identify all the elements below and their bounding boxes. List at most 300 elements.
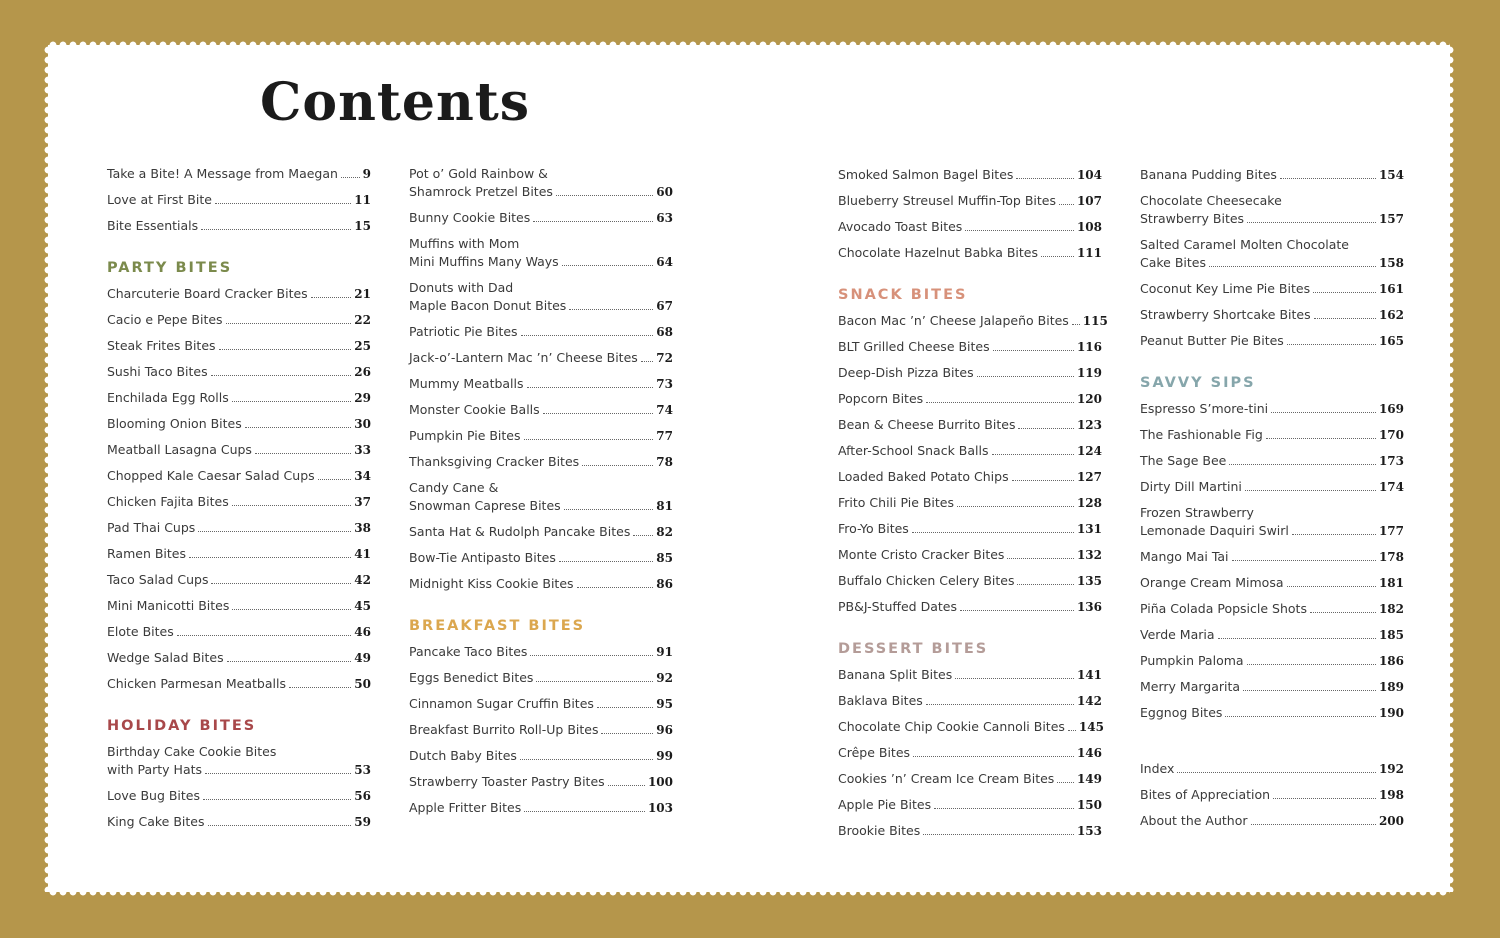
dot-leader [965, 230, 1074, 231]
toc-entry-title: Take a Bite! A Message from Maegan [107, 166, 338, 181]
dot-leader [564, 509, 654, 510]
dot-leader [177, 635, 352, 636]
toc-entry-page-number: 34 [354, 469, 371, 483]
toc-entry[interactable] [409, 323, 673, 341]
toc-entry[interactable] [1140, 504, 1404, 540]
toc-entry[interactable] [1140, 478, 1404, 496]
toc-entry-page-number: 86 [656, 577, 673, 591]
toc-entry[interactable] [409, 773, 673, 791]
dot-leader [923, 834, 1074, 835]
section-heading: SNACK BITES [838, 287, 968, 303]
dot-leader [955, 678, 1074, 679]
toc-entry-page-number: 135 [1076, 574, 1102, 588]
toc-entry-row [409, 523, 673, 541]
toc-entry-title: Dirty Dill Martini [1140, 479, 1242, 494]
toc-entry-page-number: 173 [1378, 454, 1404, 468]
toc-entry[interactable] [1140, 626, 1404, 644]
toc-entry-page-number: 46 [354, 625, 371, 639]
dot-leader [1251, 824, 1376, 825]
toc-entry-title: Mini Manicotti Bites [107, 598, 230, 613]
toc-entry[interactable] [838, 494, 1102, 512]
toc-entry-page-number: 131 [1076, 522, 1102, 536]
toc-entry[interactable] [409, 643, 673, 661]
toc-entry[interactable] [838, 442, 1102, 460]
toc-entry[interactable] [1140, 704, 1404, 722]
toc-entry-page-number: 50 [354, 677, 371, 691]
toc-entry-row [107, 493, 371, 511]
toc-entry-title: Pad Thai Cups [107, 520, 196, 535]
toc-entry[interactable] [409, 747, 673, 765]
toc-entry-row [838, 442, 1102, 460]
toc-entry-title: Chocolate Hazelnut Babka Bites [838, 245, 1038, 260]
toc-entry[interactable] [838, 666, 1102, 684]
toc-entry-title: Strawberry Toaster Pastry Bites [409, 774, 605, 789]
toc-entry-title: Buffalo Chicken Celery Bites [838, 573, 1015, 588]
toc-entry[interactable] [1140, 306, 1404, 324]
toc-entry[interactable] [1140, 678, 1404, 696]
toc-entry-row [409, 427, 673, 445]
toc-entry[interactable] [838, 692, 1102, 710]
toc-entry[interactable] [107, 337, 371, 355]
toc-entry[interactable] [1140, 652, 1404, 670]
toc-entry-page-number: 67 [656, 299, 673, 313]
toc-entry[interactable] [409, 279, 673, 315]
toc-entry-row [838, 796, 1102, 814]
toc-entry[interactable] [838, 744, 1102, 762]
toc-entry[interactable] [409, 695, 673, 713]
toc-entry[interactable] [838, 338, 1102, 356]
dot-leader [926, 704, 1074, 705]
toc-entry[interactable] [1140, 548, 1404, 566]
toc-entry[interactable] [838, 770, 1102, 788]
dot-leader [524, 811, 645, 812]
toc-entry-row [838, 192, 1102, 210]
toc-entry[interactable] [838, 218, 1102, 236]
toc-entry-page-number: 21 [354, 287, 371, 301]
dot-leader [1314, 318, 1376, 319]
toc-entry-page-number: 107 [1076, 194, 1102, 208]
toc-entry-page-number: 49 [354, 651, 371, 665]
dot-leader [1209, 266, 1376, 267]
toc-entry-title: Mango Mai Tai [1140, 549, 1229, 564]
toc-entry-title: Pancake Taco Bites [409, 644, 528, 659]
dot-leader [913, 756, 1074, 757]
dot-leader [255, 453, 351, 454]
toc-entry-row [838, 770, 1102, 788]
toc-entry-page-number: 74 [656, 403, 673, 417]
toc-entry-title: Coconut Key Lime Pie Bites [1140, 281, 1311, 296]
toc-entry-title: Crêpe Bites [838, 745, 911, 760]
toc-entry[interactable] [409, 669, 673, 687]
toc-entry-page-number: 145 [1078, 720, 1104, 734]
toc-entry-row [409, 643, 673, 661]
toc-entry-title: Steak Frites Bites [107, 338, 216, 353]
dot-leader [1280, 178, 1376, 179]
dot-leader [1266, 438, 1376, 439]
toc-entry-page-number: 104 [1076, 168, 1102, 182]
toc-entry[interactable] [409, 799, 673, 817]
toc-entry-page-number: 132 [1076, 548, 1102, 562]
toc-entry-page-number: 177 [1378, 524, 1404, 538]
toc-entry-page-number: 123 [1076, 418, 1102, 432]
toc-entry-row [838, 218, 1102, 236]
toc-entry-title: Wedge Salad Bites [107, 650, 224, 665]
toc-entry-title: Avocado Toast Bites [838, 219, 963, 234]
toc-entry-row [838, 572, 1102, 590]
toc-entry[interactable] [838, 416, 1102, 434]
toc-entry-row [1140, 678, 1404, 696]
toc-entry-title: Shamrock Pretzel Bites [409, 184, 553, 199]
toc-entry-page-number: 192 [1378, 762, 1404, 776]
toc-entry-page-number: 103 [647, 801, 673, 815]
dot-leader [577, 587, 654, 588]
toc-entry-title: Breakfast Burrito Roll-Up Bites [409, 722, 599, 737]
toc-entry-title: Bunny Cookie Bites [409, 210, 531, 225]
toc-entry-title: Smoked Salmon Bagel Bites [838, 167, 1014, 182]
toc-entry-page-number: 157 [1378, 212, 1404, 226]
toc-entry-title: Peanut Butter Pie Bites [1140, 333, 1284, 348]
toc-entry-page-number: 190 [1378, 706, 1404, 720]
toc-entry[interactable] [838, 312, 1108, 330]
toc-entry[interactable] [1140, 600, 1404, 618]
toc-entry-title: Strawberry Bites [1140, 211, 1245, 226]
toc-entry-title: Love Bug Bites [107, 788, 201, 803]
toc-entry[interactable] [107, 675, 371, 693]
toc-entry[interactable] [409, 523, 673, 541]
toc-entry[interactable] [409, 427, 673, 445]
toc-entry[interactable] [107, 191, 371, 209]
toc-entry-title: Orange Cream Mimosa [1140, 575, 1284, 590]
toc-entry-title: Midnight Kiss Cookie Bites [409, 576, 574, 591]
toc-entry-title: Chopped Kale Caesar Salad Cups [107, 468, 315, 483]
toc-entry-row [107, 813, 371, 831]
toc-entry-row [1140, 210, 1404, 228]
toc-entry[interactable] [838, 364, 1102, 382]
dot-leader [232, 505, 352, 506]
toc-entry-page-number: 178 [1378, 550, 1404, 564]
dot-leader [569, 309, 653, 310]
toc-entry-title: Chicken Fajita Bites [107, 494, 229, 509]
dot-leader [977, 376, 1074, 377]
toc-entry[interactable] [1140, 192, 1404, 228]
dot-leader [211, 583, 351, 584]
toc-entry-page-number: 64 [656, 255, 673, 269]
toc-entry-title: Loaded Baked Potato Chips [838, 469, 1009, 484]
toc-entry-title: About the Author [1140, 813, 1248, 828]
toc-entry-title: Pumpkin Pie Bites [409, 428, 521, 443]
dot-leader [232, 401, 352, 402]
toc-entry-page-number: 128 [1076, 496, 1102, 510]
toc-entry-page-number: 198 [1378, 788, 1404, 802]
toc-entry-row [1140, 452, 1404, 470]
toc-entry[interactable] [838, 718, 1102, 736]
toc-entry-title: Mini Muffins Many Ways [409, 254, 559, 269]
dot-leader [957, 506, 1074, 507]
toc-entry[interactable] [409, 235, 673, 271]
toc-entry-row [107, 311, 371, 329]
toc-entry-title: Enchilada Egg Rolls [107, 390, 229, 405]
toc-entry-row [1140, 332, 1404, 350]
toc-entry[interactable] [1140, 812, 1404, 830]
toc-entry-title: Dutch Baby Bites [409, 748, 517, 763]
toc-entry[interactable] [409, 375, 673, 393]
toc-entry-row [107, 441, 371, 459]
dot-leader [520, 759, 653, 760]
toc-entry[interactable] [107, 389, 371, 407]
toc-entry-row [409, 453, 673, 471]
dot-leader [992, 454, 1074, 455]
toc-entry-title: Patriotic Pie Bites [409, 324, 518, 339]
toc-entry-page-number: 162 [1378, 308, 1404, 322]
toc-entry-row [1140, 652, 1404, 670]
toc-entry[interactable] [838, 468, 1102, 486]
toc-entry-page-number: 42 [354, 573, 371, 587]
dot-leader [993, 350, 1074, 351]
toc-entry-title: The Fashionable Fig [1140, 427, 1263, 442]
section-heading: HOLIDAY BITES [107, 718, 257, 734]
toc-entry-page-number: 153 [1076, 824, 1102, 838]
toc-entry[interactable] [1140, 426, 1404, 444]
toc-entry[interactable] [838, 166, 1102, 184]
dot-leader [1007, 558, 1073, 559]
toc-column-4 [1140, 166, 1404, 830]
dot-leader [1225, 716, 1376, 717]
toc-entry[interactable] [838, 192, 1102, 210]
toc-entry-row [409, 253, 673, 271]
toc-entry-row [409, 773, 673, 791]
dot-leader [1068, 730, 1076, 731]
toc-entry-page-number: 169 [1378, 402, 1404, 416]
toc-entry-title: Popcorn Bites [838, 391, 924, 406]
toc-entry-page-number: 154 [1378, 168, 1404, 182]
toc-column-2 [409, 165, 673, 817]
toc-entry-row [107, 571, 371, 589]
toc-entry[interactable] [838, 520, 1102, 538]
dot-leader [533, 221, 653, 222]
toc-entry-row [409, 575, 673, 593]
dot-leader [608, 785, 645, 786]
toc-entry-row [838, 416, 1102, 434]
dot-leader [1313, 292, 1376, 293]
toc-entry[interactable] [107, 217, 371, 235]
toc-entry-row [1140, 522, 1404, 540]
toc-entry-row [107, 363, 371, 381]
toc-entry[interactable] [1140, 400, 1404, 418]
toc-entry-title: Apple Fritter Bites [409, 800, 522, 815]
toc-entry[interactable] [107, 597, 371, 615]
toc-entry[interactable] [1140, 236, 1404, 272]
toc-entry-page-number: 182 [1378, 602, 1404, 616]
toc-entry[interactable] [409, 453, 673, 471]
toc-entry[interactable] [107, 545, 371, 563]
section-heading: BREAKFAST BITES [409, 618, 586, 634]
toc-entry-title: Jack-o’-Lantern Mac ’n’ Cheese Bites [409, 350, 638, 365]
toc-entry-title: Bean & Cheese Burrito Bites [838, 417, 1016, 432]
toc-entry-title: Monster Cookie Balls [409, 402, 540, 417]
toc-entry-row [838, 822, 1102, 840]
toc-entry-title: Index [1140, 761, 1175, 776]
dot-leader [1247, 664, 1376, 665]
toc-entry-row [107, 285, 371, 303]
toc-entry[interactable] [838, 796, 1102, 814]
dot-leader [1273, 798, 1376, 799]
dot-leader [582, 465, 653, 466]
toc-entry[interactable] [838, 546, 1102, 564]
toc-entry[interactable] [838, 390, 1102, 408]
toc-entry-title: BLT Grilled Cheese Bites [838, 339, 990, 354]
toc-entry[interactable] [1140, 760, 1404, 778]
toc-entry-title: Bites of Appreciation [1140, 787, 1271, 802]
toc-entry-title: Verde Maria [1140, 627, 1215, 642]
toc-entry[interactable] [838, 822, 1102, 840]
toc-entry-title: Apple Pie Bites [838, 797, 932, 812]
toc-entry[interactable] [409, 721, 673, 739]
toc-entry-row [409, 349, 673, 367]
toc-entry[interactable] [409, 209, 673, 227]
toc-column-1 [107, 165, 371, 831]
toc-entry[interactable] [409, 575, 673, 593]
scalloped-edge-right [1445, 45, 1455, 892]
toc-entry[interactable] [1140, 452, 1404, 470]
toc-entry-row [1140, 574, 1404, 592]
toc-entry[interactable] [107, 467, 371, 485]
toc-entry[interactable] [409, 349, 673, 367]
toc-entry[interactable] [107, 813, 371, 831]
toc-entry-row [107, 467, 371, 485]
dot-leader [208, 825, 352, 826]
toc-entry-row [107, 675, 371, 693]
toc-entry[interactable] [1140, 574, 1404, 592]
toc-entry-title: Piña Colada Popsicle Shots [1140, 601, 1307, 616]
dot-leader [527, 387, 654, 388]
toc-entry[interactable] [107, 519, 371, 537]
toc-entry-page-number: 33 [354, 443, 371, 457]
toc-entry-page-number: 150 [1076, 798, 1102, 812]
toc-entry-row [838, 312, 1108, 330]
toc-entry[interactable] [409, 165, 673, 201]
toc-entry-title: Eggs Benedict Bites [409, 670, 534, 685]
toc-entry[interactable] [1140, 280, 1404, 298]
toc-entry-row [107, 415, 371, 433]
toc-entry[interactable] [1140, 332, 1404, 350]
toc-entry-page-number: 81 [656, 499, 673, 513]
toc-entry-page-number: 77 [656, 429, 673, 443]
toc-entry[interactable] [107, 441, 371, 459]
toc-entry-title: Strawberry Shortcake Bites [1140, 307, 1311, 322]
toc-entry-title: Banana Pudding Bites [1140, 167, 1277, 182]
toc-entry[interactable] [107, 649, 371, 667]
dot-leader [215, 203, 351, 204]
toc-entry[interactable] [107, 311, 371, 329]
toc-entry-title-line1: Salted Caramel Molten Chocolate [1140, 237, 1350, 252]
toc-entry-row [838, 598, 1102, 616]
toc-entry-row [107, 545, 371, 563]
toc-entry-row [409, 209, 673, 227]
toc-entry-page-number: 22 [354, 313, 371, 327]
dot-leader [211, 375, 352, 376]
toc-entry[interactable] [409, 401, 673, 419]
toc-entry[interactable] [409, 549, 673, 567]
dot-leader [556, 195, 653, 196]
toc-entry[interactable] [1140, 166, 1404, 184]
toc-entry-page-number: 78 [656, 455, 673, 469]
toc-entry[interactable] [107, 787, 371, 805]
toc-entry-title: Chocolate Chip Cookie Cannoli Bites [838, 719, 1065, 734]
toc-entry[interactable] [107, 285, 371, 303]
toc-entry-page-number: 111 [1076, 246, 1102, 260]
section-heading: DESSERT BITES [838, 641, 989, 657]
dot-leader [245, 427, 352, 428]
toc-entry-page-number: 120 [1076, 392, 1102, 406]
toc-entry[interactable] [1140, 786, 1404, 804]
dot-leader [1310, 612, 1376, 613]
toc-entry-title: Fro-Yo Bites [838, 521, 909, 536]
toc-entry-row [838, 546, 1102, 564]
toc-entry-title: Deep-Dish Pizza Bites [838, 365, 974, 380]
dot-leader [1041, 256, 1074, 257]
toc-column-3 [838, 166, 1108, 840]
toc-entry-page-number: 174 [1378, 480, 1404, 494]
toc-entry-page-number: 141 [1076, 668, 1102, 682]
toc-entry-title: Charcuterie Board Cracker Bites [107, 286, 308, 301]
toc-entry-title-line1: Pot o’ Gold Rainbow & [409, 166, 548, 181]
toc-entry-title: PB&J-Stuffed Dates [838, 599, 957, 614]
toc-entry-page-number: 56 [354, 789, 371, 803]
dot-leader [1232, 560, 1376, 561]
toc-entry-row [1140, 478, 1404, 496]
toc-entry[interactable] [107, 415, 371, 433]
toc-entry[interactable] [838, 572, 1102, 590]
toc-entry-title: Baklava Bites [838, 693, 923, 708]
toc-entry-title: Frito Chili Pie Bites [838, 495, 955, 510]
dot-leader [289, 687, 351, 688]
toc-entry-title: Cake Bites [1140, 255, 1206, 270]
toc-entry-row [838, 244, 1102, 262]
toc-entry-page-number: 185 [1378, 628, 1404, 642]
dot-leader [219, 349, 352, 350]
toc-entry[interactable] [838, 598, 1102, 616]
dot-leader [1012, 480, 1074, 481]
dot-leader [227, 661, 352, 662]
toc-entry-page-number: 96 [656, 723, 673, 737]
toc-entry[interactable] [107, 743, 371, 779]
toc-entry-title: The Sage Bee [1140, 453, 1227, 468]
toc-entry[interactable] [107, 623, 371, 641]
toc-entry[interactable] [409, 479, 673, 515]
toc-entry[interactable] [107, 493, 371, 511]
toc-entry-row [1140, 548, 1404, 566]
toc-entry-title: Ramen Bites [107, 546, 186, 561]
toc-entry[interactable] [107, 571, 371, 589]
toc-entry-row [409, 297, 673, 315]
toc-entry-title: Chicken Parmesan Meatballs [107, 676, 286, 691]
dot-leader [1072, 324, 1080, 325]
toc-entry[interactable] [838, 244, 1102, 262]
toc-entry-row [409, 747, 673, 765]
dot-leader [341, 177, 360, 178]
toc-entry[interactable] [107, 165, 371, 183]
toc-entry-title: Bite Essentials [107, 218, 199, 233]
toc-entry-title: Taco Salad Cups [107, 572, 209, 587]
toc-entry-page-number: 115 [1082, 314, 1108, 328]
toc-entry-page-number: 59 [354, 815, 371, 829]
toc-entry[interactable] [107, 363, 371, 381]
dot-leader [1229, 464, 1376, 465]
toc-entry-row [409, 549, 673, 567]
toc-entry-page-number: 92 [656, 671, 673, 685]
toc-entry-page-number: 72 [656, 351, 673, 365]
toc-entry-page-number: 108 [1076, 220, 1102, 234]
